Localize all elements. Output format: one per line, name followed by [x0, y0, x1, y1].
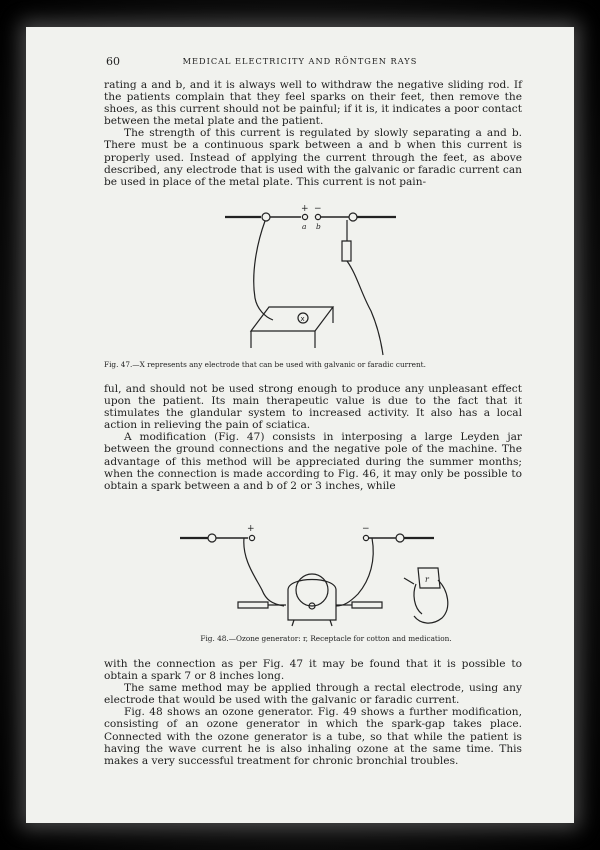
- figure-48-diagram: [176, 520, 476, 630]
- paragraph: with the connection as per Fig. 47 it may be found that it is possible to obtain a spark 7 or 8 inches long.: [104, 658, 522, 683]
- running-title: MEDICAL ELECTRICITY AND RÖNTGEN RAYS: [182, 56, 418, 66]
- label-r: r: [425, 575, 429, 584]
- right-ball: [349, 213, 357, 221]
- plus-label: +: [247, 524, 255, 534]
- left-wire: [254, 221, 273, 320]
- ozone-generator: [288, 580, 336, 621]
- figure-48-caption: Fig. 48.—Ozone generator: r, Receptacle for cotton and medication.: [200, 634, 452, 643]
- plus-label: +: [301, 204, 309, 214]
- text-block-3: [104, 658, 522, 767]
- table: [251, 307, 333, 331]
- minus-label: −: [362, 524, 370, 534]
- figure-47-diagram: [221, 203, 401, 358]
- figure-47-caption: Fig. 47.—X represents any electrode that can be used with galvanic or faradic current.: [104, 360, 426, 369]
- label-b: b: [316, 222, 321, 231]
- running-header: [26, 55, 574, 69]
- right-wire: [336, 538, 373, 606]
- paragraph: A modification (Fig. 47) consists in interposing a large Leyden jar between the ground connections and the negative pole of the machine. The advantage of this method will be appreciated during the summer months; when the connection is made according to Fig. 46, it may only be possible to obtain a spark between a and b of 2 or 3 inches, while: [104, 431, 522, 492]
- paragraph: The strength of this current is regulated by slowly separating a and b. There must be a continuous spark between a and b when this current is properly used. Instead of applying the current through the feet, as above described, any electrode that is used with the galvanic or faradic current can be used in place of the metal plate. This current is not pain-: [104, 127, 522, 188]
- text-block-1: [104, 79, 522, 188]
- minus-label: −: [314, 204, 322, 214]
- receptacle-r: [418, 568, 440, 588]
- right-wire: [347, 261, 383, 355]
- ball-a: [302, 214, 307, 219]
- paragraph: ful, and should not be used strong enough to produce any unpleasant effect upon the patient. Its main therapeutic value is due to the fact that it stimulates the glandular system to increased activity. It also has a local action in relieving the pain of sciatica.: [104, 383, 522, 432]
- leyden-jar: [342, 241, 351, 261]
- paragraph: Fig. 48 shows an ozone generator. Fig. 49 shows a further modification, consisting of an ozone generator in which the spark-gap takes place. Connected with the ozone generator is a tube, so that while the patient is having the wave current he is also inhaling ozone at the same time. This makes a very successful treatment for chronic bronchial troubles.: [104, 706, 522, 767]
- inhaler-tube: [414, 580, 448, 623]
- label-a: a: [302, 222, 307, 231]
- left-ball: [262, 213, 270, 221]
- text-block-2: [104, 383, 522, 492]
- page-number: 60: [106, 55, 120, 68]
- paragraph: rating a and b, and it is always well to withdraw the negative sliding rod. If the patients complain that they feel sparks on their feet, then remove the shoes, as this current should not be painful; if it is, it indicates a poor contact between the metal plate and the patient.: [104, 79, 522, 128]
- book-page: [26, 27, 574, 823]
- left-wire: [244, 538, 284, 606]
- paragraph: The same method may be applied through a rectal electrode, using any electrode that would be used with the galvanic or faradic current.: [104, 682, 522, 707]
- ball-b: [315, 214, 320, 219]
- label-x: x: [300, 315, 305, 323]
